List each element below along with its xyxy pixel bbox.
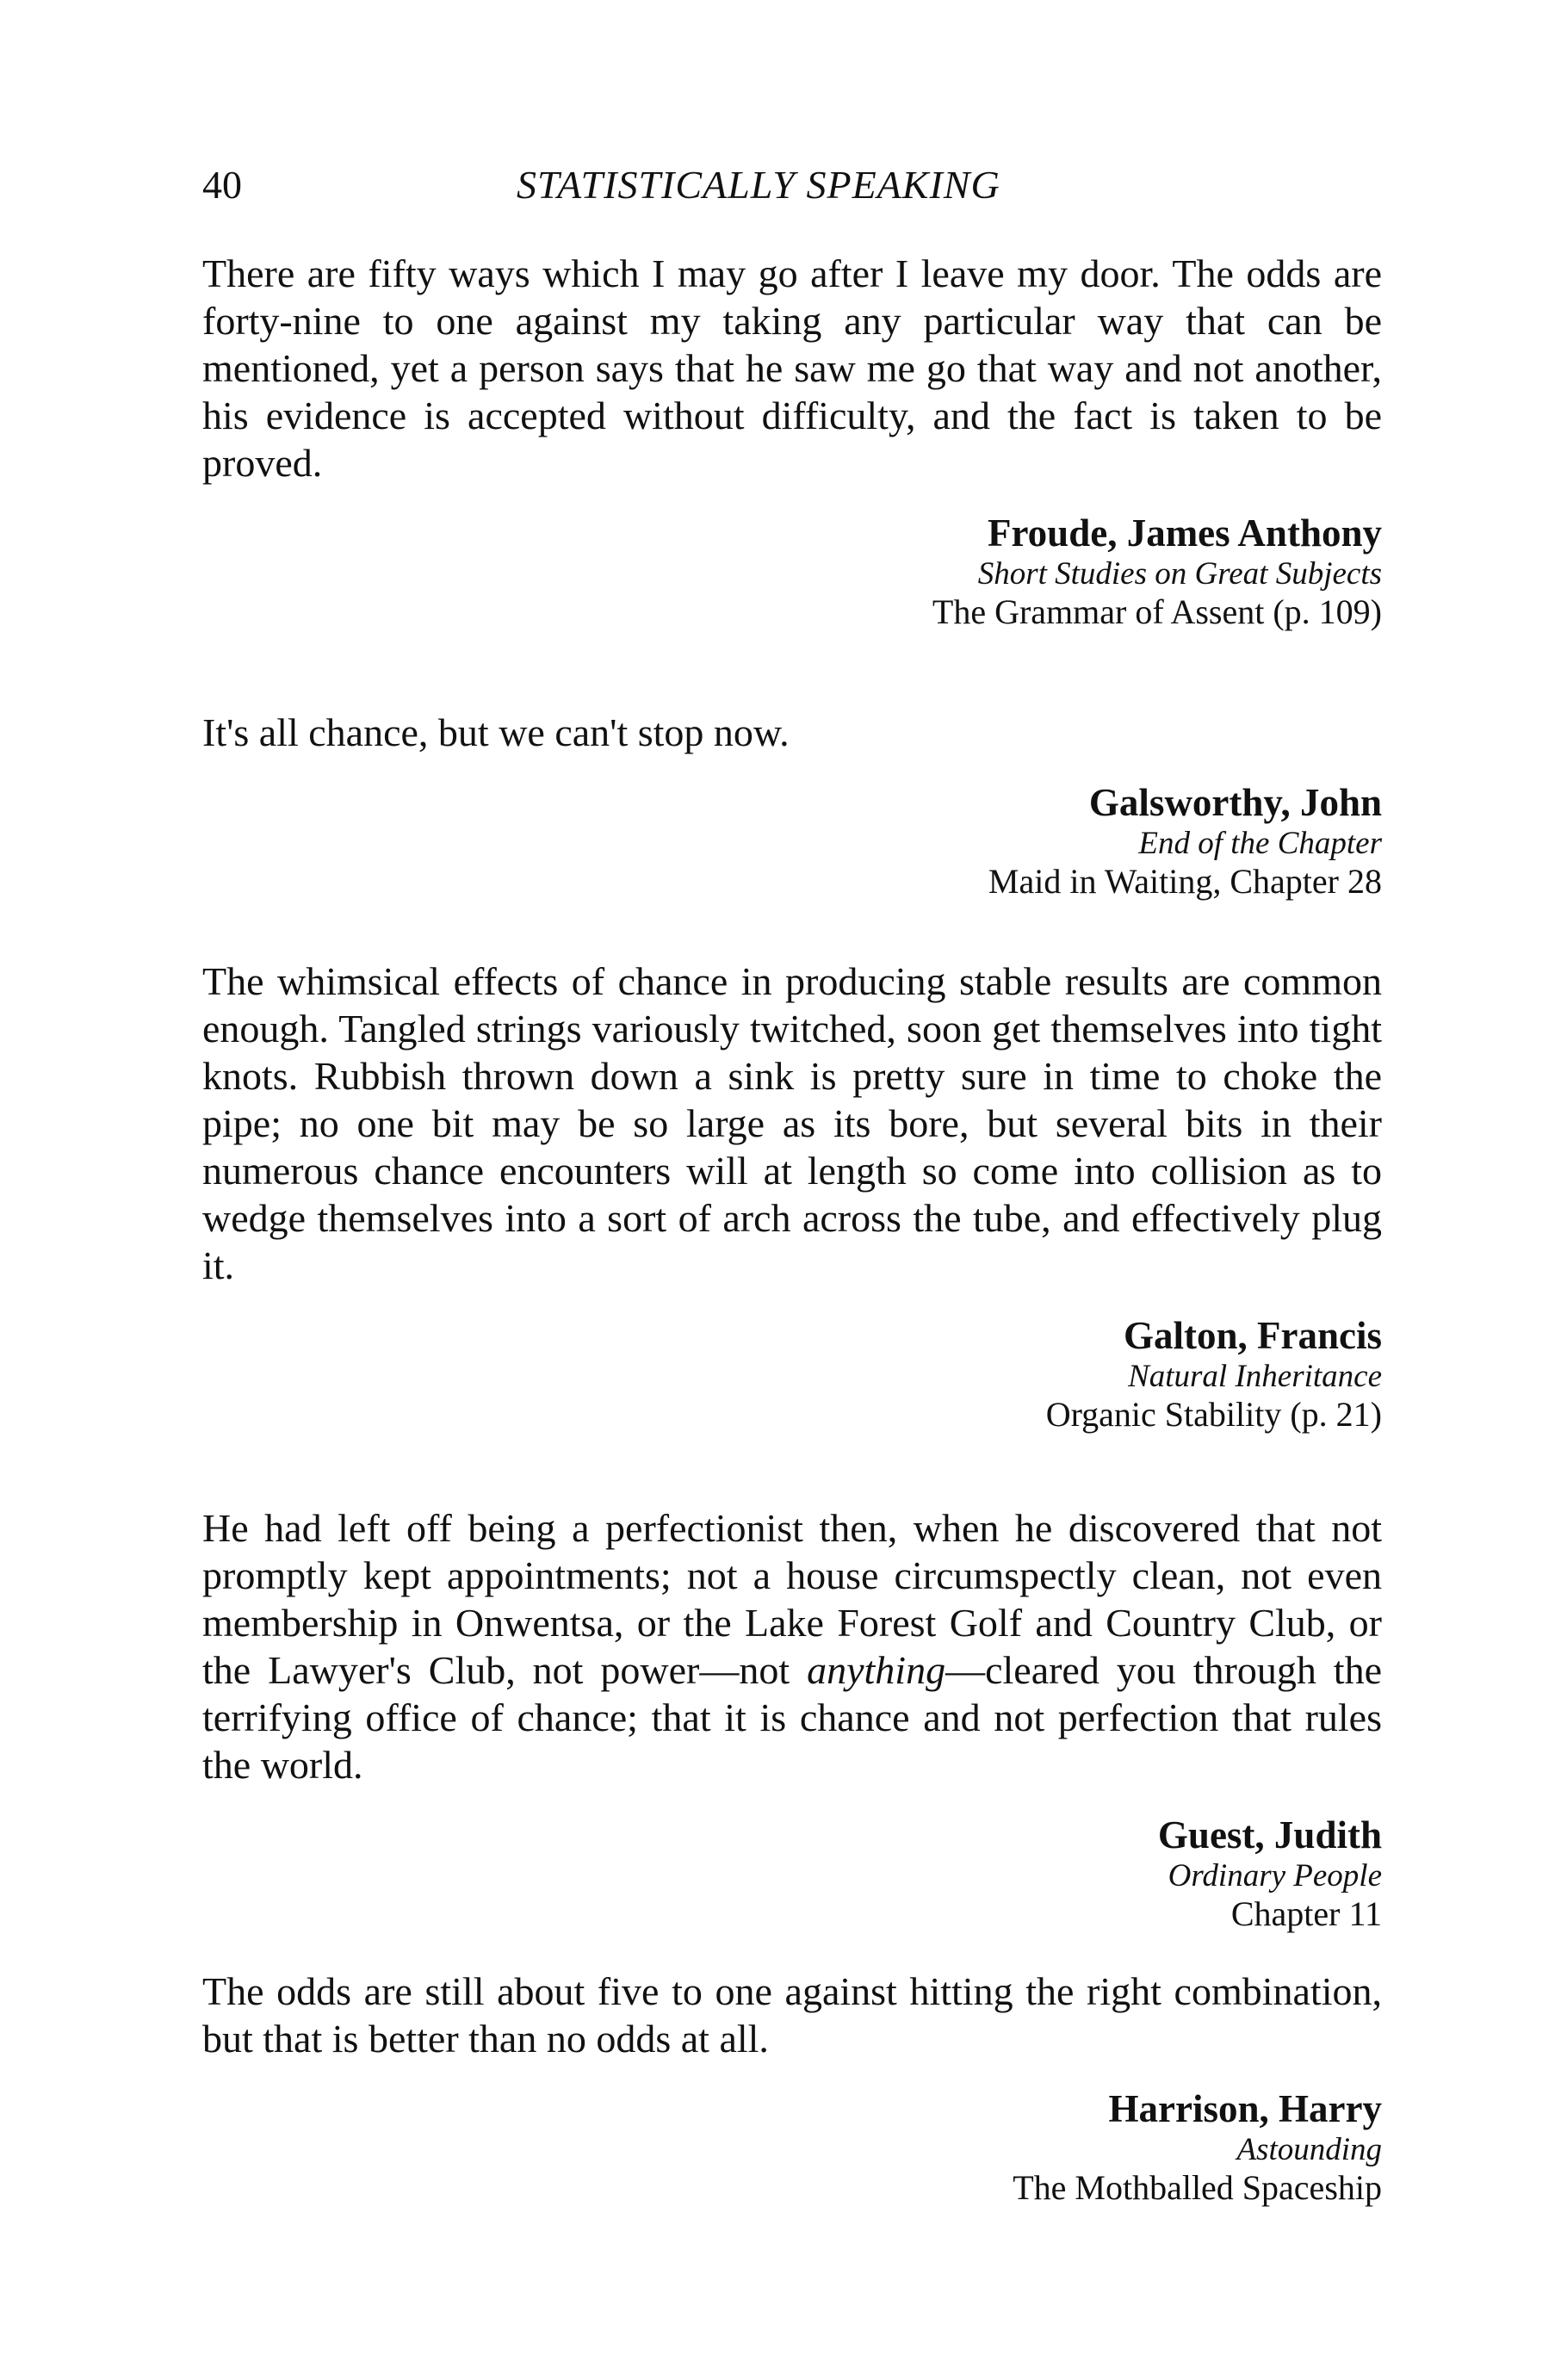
author-name: Harrison, Harry (1108, 2087, 1382, 2130)
quote-entry (202, 709, 1382, 902)
work-title: End of the Chapter (1138, 826, 1382, 861)
work-title: Astounding (1236, 2132, 1382, 2167)
attribution (202, 511, 1382, 632)
quote-text: The whimsical effects of chance in producing stable results are common enough. Tangled strings variously twitched, soon get themselves into tight knots. Rubbish thrown down a sink is pretty sure in time to choke the pipe; no one bit may be so large as its bore, but several bits in their numerous chance encounters will at length so come into collision as to wedge themselves into a sort of arch across the tube, and effectively plug it. (202, 959, 1382, 1287)
author-name: Guest, Judith (1157, 1813, 1382, 1856)
work-section: Maid in Waiting, Chapter 28 (988, 862, 1382, 901)
work-section: The Grammar of Assent (p. 109) (932, 592, 1382, 631)
running-head (202, 162, 1382, 214)
page-number: 40 (202, 163, 242, 207)
quote-text: It's all chance, but we can't stop now. (202, 710, 790, 754)
author-name: Froude, James Anthony (988, 511, 1382, 555)
quote-text: The odds are still about five to one against hitting the right combination, but that is better than no odds at all. (202, 1969, 1382, 2061)
quote-entry (202, 958, 1382, 1435)
work-section: The Mothballed Spaceship (1013, 2168, 1382, 2207)
quote-text: There are fifty ways which I may go after I leave my door. The odds are forty-nine to one against my taking any particular way that can be mentioned, yet a person says that he saw me go that way and not another, his evidence is accepted without difficulty, and the fact is taken to be proved. (202, 251, 1382, 485)
author-name: Galton, Francis (1124, 1314, 1382, 1357)
attribution (202, 780, 1382, 902)
author-name: Galsworthy, John (1088, 781, 1382, 824)
work-section: Organic Stability (p. 21) (1045, 1395, 1382, 1434)
quote-entry (202, 1968, 1382, 2208)
emphasized-word: anything (807, 1648, 946, 1692)
attribution (202, 1313, 1382, 1435)
work-section: Chapter 11 (1230, 1894, 1382, 1933)
attribution (202, 2086, 1382, 2208)
attribution (202, 1813, 1382, 1934)
quote-entry (202, 1504, 1382, 1934)
running-title: STATISTICALLY SPEAKING (517, 163, 1000, 207)
work-title: Short Studies on Great Subjects (977, 556, 1382, 592)
work-title: Natural Inheritance (1128, 1359, 1382, 1394)
work-title: Ordinary People (1168, 1858, 1382, 1893)
quote-entry (202, 250, 1382, 632)
quote-text: He had left off being a perfectionist then, when he discovered that not promptly kept appointments; not a house circumspectly clean, not even membership in Onwentsa, or the Lake Forest Golf and Country Club, or the Lawyer's Club, not power—not anything—cleared you through the terrifying office of chance; that it is chance and not perfection that rules the world. (202, 1506, 1382, 1787)
